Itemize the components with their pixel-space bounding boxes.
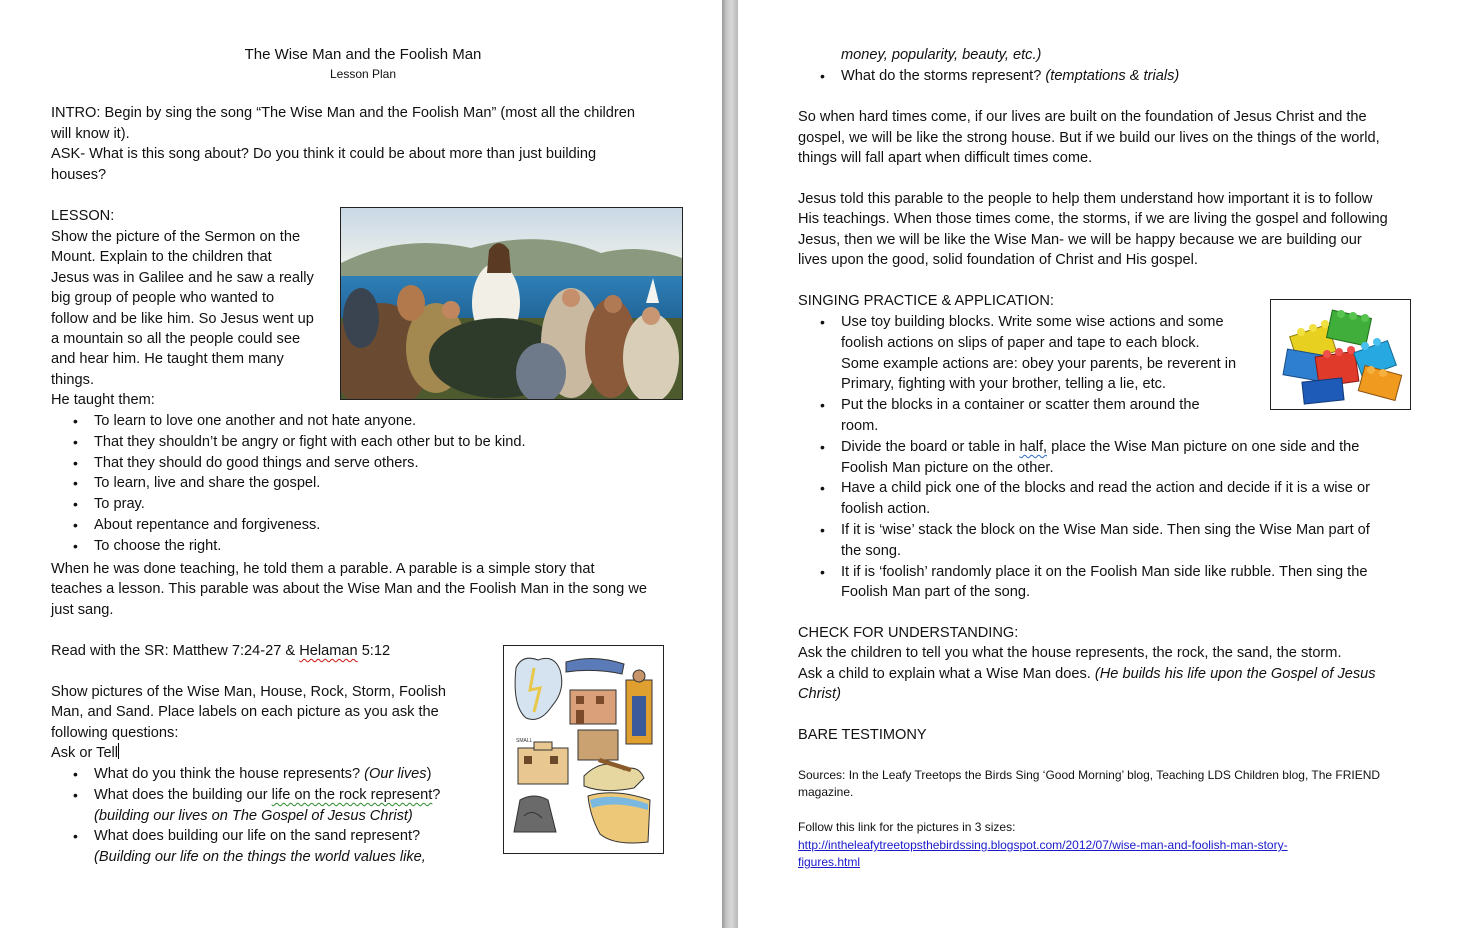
list-item: • That they shouldn’t be angry or fight with each other but to be kind. — [51, 432, 526, 453]
page-gutter — [722, 0, 738, 928]
question-text: What does building our life on the sand represent? — [94, 828, 421, 845]
lesson-line: Jesus was in Galilee and he saw a really — [51, 270, 314, 286]
close-paren: ) — [426, 766, 432, 782]
singing-item — [798, 312, 1370, 395]
check-line: Christ) — [798, 686, 841, 702]
check-heading: CHECK FOR UNDERSTANDING: — [798, 625, 1019, 641]
answer-text: (building our lives on The Gospel of Jesus Christ) — [94, 807, 413, 824]
question-mark: ? — [432, 786, 441, 803]
story-figures-icon — [504, 646, 663, 853]
lesson-line: things. — [51, 372, 94, 388]
answer-text: (Building our life on the things the world values like, — [94, 849, 426, 866]
lesson-line: big group of people who wanted to — [51, 290, 275, 306]
lesson-line: Mount. Explain to the children that — [51, 249, 272, 265]
item-line: Put the blocks in a container or scatter them around the — [841, 397, 1200, 414]
check-line — [798, 664, 1376, 685]
item-line: foolish actions on slips of paper and tape to each block. — [841, 334, 1200, 351]
singing-item — [798, 437, 1370, 479]
ask-line-2: houses? — [51, 167, 107, 183]
list-item: • About repentance and forgiveness. — [51, 515, 526, 536]
singing-list — [798, 312, 1370, 603]
answer-text: (He builds his life upon the Gospel of Jesus — [1094, 666, 1376, 682]
taught-list — [51, 411, 526, 557]
lesson-heading: LESSON: — [51, 208, 115, 224]
item-line: Foolish Man part of the song. — [841, 584, 1031, 601]
lesson-line: a mountain so all the people could see — [51, 331, 301, 347]
pictures-link[interactable] — [798, 837, 1288, 855]
right-page — [738, 0, 1460, 928]
para2-line: Jesus told this parable to the people to help them understand how important it is to follow — [798, 191, 1373, 207]
lesson-line: Show the picture of the Sermon on the — [51, 229, 301, 245]
para2-line: His teachings. When those times come, the storms, if we are living the gospel and following — [798, 211, 1388, 227]
show-pictures-line: following questions: — [51, 725, 179, 741]
question-text: What do you think the house represents? — [94, 766, 365, 782]
ask-or-tell — [51, 743, 119, 764]
pictures-link-cont[interactable] — [798, 854, 860, 872]
item-line: room. — [841, 417, 879, 434]
item-line: Primary, fighting with your brother, telling a lie, etc. — [841, 376, 1166, 393]
check-line: Ask the children to tell you what the house represents, the rock, the sand, the storm. — [798, 645, 1342, 661]
link-line[interactable]: http://intheleafytreetopsthebirdssing.blogspot.com/2012/07/wise-man-and-foolish-man-story- — [798, 838, 1288, 852]
ask-line-1: ASK- What is this song about? Do you think it could be about more than just building — [51, 146, 597, 162]
list-item: • To choose the right. — [51, 536, 526, 557]
para2-line: Jesus, then we will be like the Wise Man- we will be happy because we are building our — [798, 232, 1362, 248]
item-line: foolish action. — [841, 501, 931, 518]
lesson-line: follow and be like him. So Jesus went up — [51, 311, 314, 327]
item-line: Use toy building blocks. Write some wise actions and some — [841, 314, 1224, 330]
singing-item — [798, 562, 1370, 604]
questions-list — [51, 764, 440, 868]
read-suffix: 5:12 — [357, 643, 391, 659]
singing-heading: SINGING PRACTICE & APPLICATION: — [798, 293, 1054, 309]
parable-line: just sang. — [51, 602, 114, 618]
text-cursor — [118, 743, 119, 759]
question-storms — [798, 66, 1179, 87]
intro-line-1: INTRO: Begin by sing the song “The Wise Man and the Foolish Man” (most all the children — [51, 105, 636, 121]
para1-line: things will fall apart when difficult times come. — [798, 150, 1093, 166]
follow-line: Follow this link for the pictures in 3 sizes: — [798, 820, 1016, 834]
show-pictures-line: Show pictures of the Wise Man, House, Rock, Storm, Foolish — [51, 684, 446, 700]
list-item: • To learn, live and share the gospel. — [51, 473, 526, 494]
show-pictures-line: Man, and Sand. Place labels on each picture as you ask the — [51, 704, 439, 720]
grammar-flagged-text: life on the rock represent — [271, 786, 433, 803]
question-house — [51, 764, 440, 785]
page-subtitle: Lesson Plan — [329, 67, 397, 81]
list-item: • To learn to love one another and not hate anyone. — [51, 411, 526, 432]
answer-continuation: money, popularity, beauty, etc.) — [841, 47, 1042, 63]
answer-text: (Our lives — [364, 766, 427, 782]
parable-line: teaches a lesson. This parable was about the Wise Man and the Foolish Man in the song we — [51, 581, 647, 597]
list-item: • To pray. — [51, 494, 526, 515]
singing-item — [798, 395, 1370, 437]
item-line: Some example actions are: obey your parents, be reverent in — [841, 355, 1237, 372]
question-rock — [51, 785, 440, 827]
item-line: the song. — [841, 542, 902, 559]
story-figures-image — [503, 645, 664, 854]
item-line: Divide the board or table in — [841, 438, 1020, 455]
question-text: What does the building our — [94, 786, 272, 803]
page-title: The Wise Man and the Foolish Man — [244, 46, 482, 63]
testimony-heading: BARE TESTIMONY — [798, 727, 927, 743]
read-with-sr — [51, 641, 390, 662]
item-line: If it is ‘wise’ stack the block on the Wise Man side. Then sing the Wise Man part of — [841, 521, 1370, 538]
question-sand — [51, 826, 440, 868]
answer-text: (temptations & trials) — [1045, 68, 1180, 84]
sources-line: magazine. — [798, 785, 854, 799]
small-label: SMALL — [516, 738, 533, 744]
ask-or-tell-text: Ask or Tell — [51, 745, 119, 761]
sermon-on-the-mount-image — [340, 207, 683, 400]
read-prefix: Read with the SR: Matthew 7:24-27 & — [51, 643, 300, 659]
lesson-line: and hear him. He taught them many — [51, 351, 284, 367]
singing-item — [798, 478, 1370, 520]
item-line: place the Wise Man picture on one side and the — [1047, 438, 1360, 455]
link-line[interactable]: figures.html — [798, 855, 861, 869]
sources-line: Sources: In the Leafy Treetops the Birds Sing ‘Good Morning’ blog, Teaching LDS Children blog, The FRIEND — [798, 768, 1381, 782]
para1-line: gospel, we will be like the strong house. But if we build our lives on the things of the world, — [798, 130, 1380, 146]
singing-item — [798, 520, 1370, 562]
para2-line: lives upon the good, solid foundation of Christ and His gospel. — [798, 252, 1198, 268]
check-text: Ask a child to explain what a Wise Man does. — [798, 666, 1095, 682]
sermon-painting-icon — [341, 208, 682, 399]
helaman-word: Helaman — [299, 643, 358, 659]
parable-line: When he was done teaching, he told them a parable. A parable is a simple story that — [51, 561, 595, 577]
list-item: • That they should do good things and serve others. — [51, 453, 526, 474]
question-text: What do the storms represent? — [841, 68, 1046, 84]
left-page — [0, 0, 722, 928]
intro-line-2: will know it). — [51, 126, 130, 142]
item-line: It if is ‘foolish’ randomly place it on the Foolish Man side like rubble. Then sing the — [841, 563, 1368, 580]
item-line: Foolish Man picture on the other. — [841, 459, 1054, 476]
storm-question-list — [798, 66, 1179, 87]
item-line: Have a child pick one of the blocks and read the action and decide if it is a wise or — [841, 480, 1370, 497]
taught-intro: He taught them: — [51, 392, 155, 408]
para1-line: So when hard times come, if our lives are built on the foundation of Jesus Christ and the — [798, 109, 1367, 125]
flagged-word: half, — [1019, 438, 1048, 455]
